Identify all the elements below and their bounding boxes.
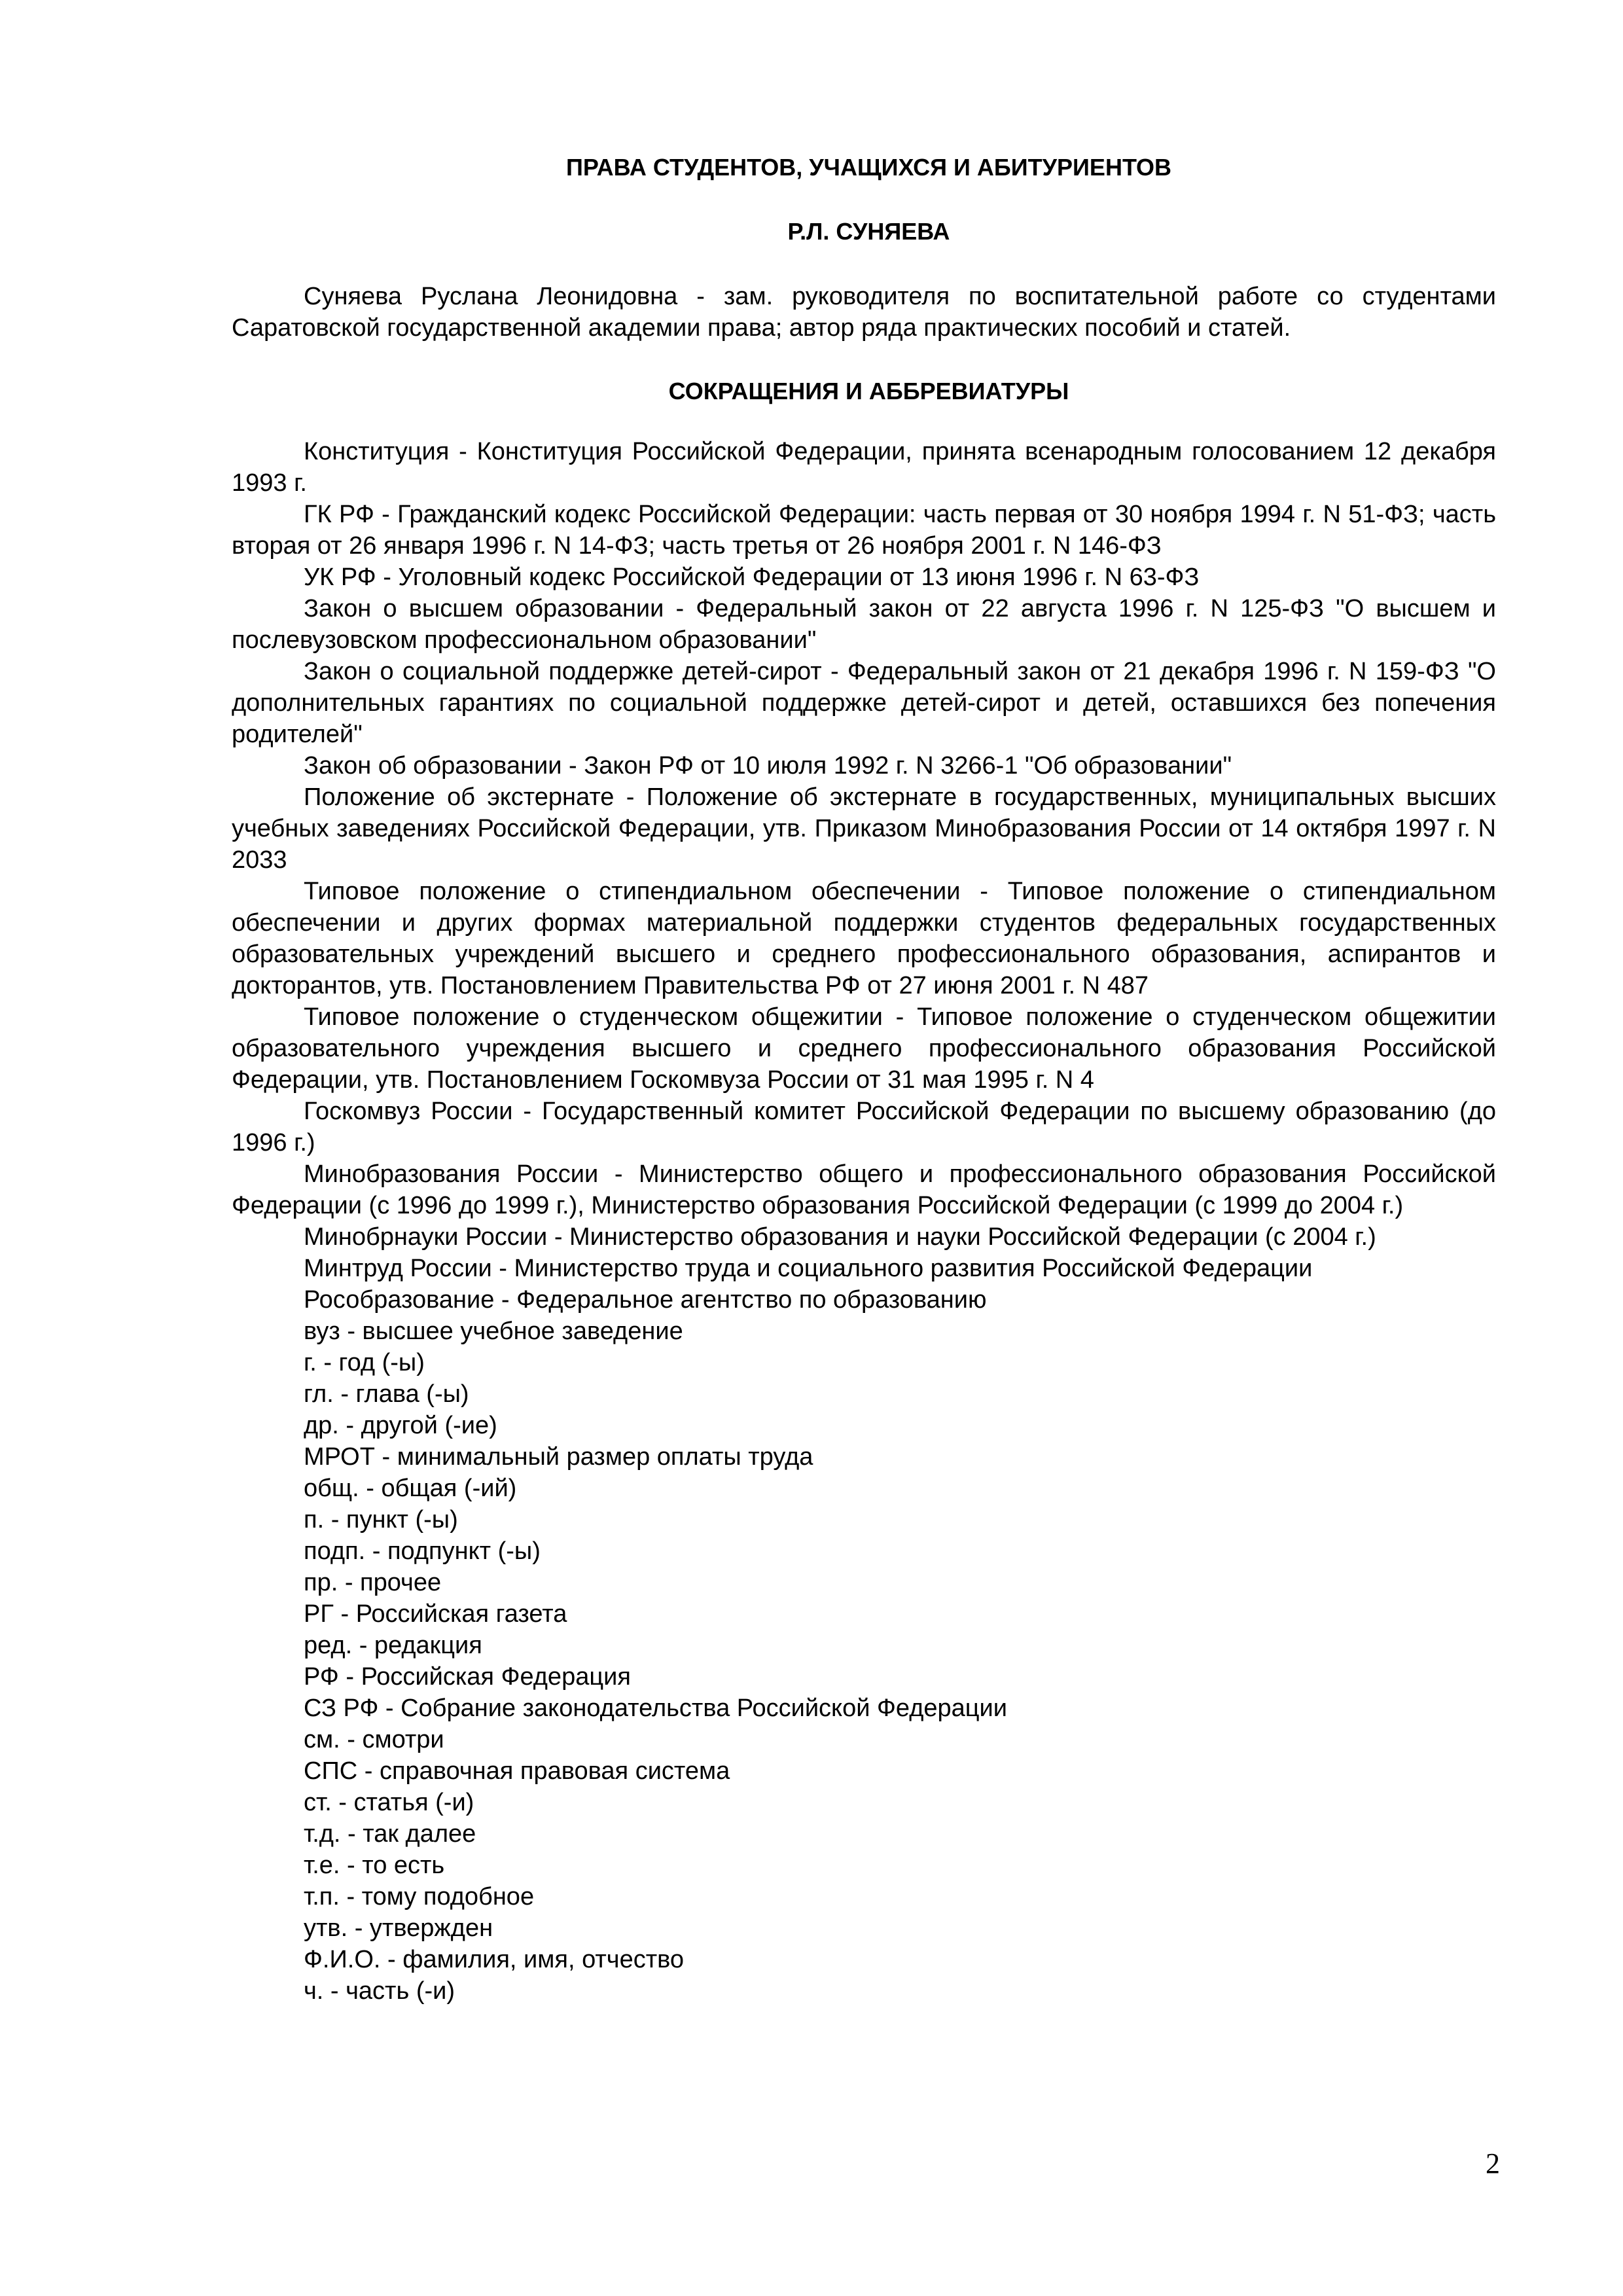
abbreviation-entry: Закон об образовании - Закон РФ от 10 июля 1992 г. N 3266-1 "Об образовании": [304, 752, 1232, 780]
abbreviation-entry: др. - другой (-ие): [304, 1412, 497, 1439]
abbreviation-entry: РФ - Российская Федерация: [304, 1663, 631, 1691]
abbreviation-entry: Ф.И.О. - фамилия, имя, отчество: [304, 1946, 685, 1973]
abbreviation-entry: Минтруд России - Министерство труда и социального развития Российской Федерации: [304, 1255, 1313, 1282]
abbreviation-entry: Положение об экстернате - Положение об экстернате в государственных, муниципальных высших учебных заведениях Российской Федерации, утв. Приказом Минобразования России от 14 октября 1997 г. N 2033: [232, 783, 1496, 874]
abbreviation-entry: ред. - редакция: [304, 1632, 482, 1659]
abbreviation-entry: Минобрнауки России - Министерство образования и науки Российской Федерации (с 2004 г.): [304, 1223, 1376, 1251]
abbreviation-entry: РГ - Российская газета: [304, 1600, 567, 1628]
abbreviation-entry: см. - смотри: [304, 1726, 444, 1753]
author-heading: Р.Л. СУНЯЕВА: [787, 218, 950, 245]
abbreviation-entry: СПС - справочная правовая система: [304, 1757, 730, 1785]
abbreviation-entry: Закон о высшем образовании - Федеральный закон от 22 августа 1996 г. N 125-ФЗ "О высшем и послевузовском профессиональном образовании": [232, 595, 1496, 654]
abbreviation-entry: гл. - глава (-ы): [304, 1380, 469, 1408]
section-heading: СОКРАЩЕНИЯ И АББРЕВИАТУРЫ: [668, 378, 1069, 404]
abbreviation-entry: ч. - часть (-и): [304, 1977, 455, 2005]
abbreviation-entry: пр. - прочее: [304, 1569, 442, 1596]
abbreviation-entry: вуз - высшее учебное заведение: [304, 1318, 683, 1345]
abbreviation-entry: Госкомвуз России - Государственный комитет Российской Федерации по высшему образованию (до 1996 г.): [232, 1098, 1496, 1157]
abbreviation-entry: МРОТ - минимальный размер оплаты труда: [304, 1443, 813, 1471]
abbreviation-entry: т.п. - тому подобное: [304, 1883, 535, 1910]
abbreviation-entry: ГК РФ - Гражданский кодекс Российской Федерации: часть первая от 30 ноября 1994 г. N 51-ФЗ; часть вторая от 26 января 1996 г. N 14-ФЗ; часть третья от 26 ноября 2001 г. N 146-ФЗ: [232, 501, 1496, 560]
abbreviation-entry: Рособразование - Федеральное агентство по образованию: [304, 1286, 987, 1314]
abbreviation-entry: утв. - утвержден: [304, 1914, 493, 1942]
abbreviation-entry: т.д. - так далее: [304, 1820, 476, 1848]
abbreviation-entry: Типовое положение о студенческом общежитии - Типовое положение о студенческом общежитии образовательного учреждения высшего и среднего профессионального образования Российской Федерации, утв. Постановлением Госкомвуза России от 31 мая 1995 г. N 4: [232, 1003, 1496, 1094]
abbreviation-entry: УК РФ - Уголовный кодекс Российской Федерации от 13 июня 1996 г. N 63-ФЗ: [304, 564, 1200, 591]
abbreviation-entry: Минобразования России - Министерство общего и профессионального образования Российской Федерации (с 1996 до 1999 г.), Министерство образования Российской Федерации (с 1999 до 2004 г.): [232, 1160, 1496, 1219]
document-title: ПРАВА СТУДЕНТОВ, УЧАЩИХСЯ И АБИТУРИЕНТОВ: [565, 154, 1172, 181]
abbreviation-entry: СЗ РФ - Собрание законодательства Российской Федерации: [304, 1695, 1008, 1722]
abbreviation-entry: подп. - подпункт (-ы): [304, 1537, 541, 1565]
abbreviation-entry: Типовое положение о стипендиальном обеспечении - Типовое положение о стипендиальном обеспечении и других формах материальной поддержки студентов федеральных государственных образовательных учреждений высшего и среднего профессионального образования, аспирантов и докторантов, утв. Постановлением Правительства РФ от 27 июня 2001 г. N 487: [232, 878, 1496, 999]
abbreviation-entry: общ. - общая (-ий): [304, 1475, 517, 1502]
page-number: 2: [1486, 2147, 1500, 2179]
abbreviation-entry: Закон о социальной поддержке детей-сирот - Федеральный закон от 21 декабря 1996 г. N 159-ФЗ "О дополнительных гарантиях по социальной поддержке детей-сирот и детей, оставшихся без попечения родителей": [232, 658, 1496, 748]
author-info-paragraph: Суняева Руслана Леонидовна - зам. руководителя по воспитательной работе со студентами Саратовской государственной академии права; автор ряда практических пособий и статей.: [232, 283, 1496, 342]
abbreviation-entry: г. - год (-ы): [304, 1349, 425, 1376]
abbreviation-entry: Конституция - Конституция Российской Федерации, принята всенародным голосованием 12 декабря 1993 г.: [232, 438, 1496, 497]
abbreviation-entry: ст. - статья (-и): [304, 1789, 474, 1816]
abbreviation-entry: п. - пункт (-ы): [304, 1506, 458, 1534]
abbreviation-list: [232, 436, 1496, 2007]
abbreviation-entry: т.е. - то есть: [304, 1852, 445, 1879]
